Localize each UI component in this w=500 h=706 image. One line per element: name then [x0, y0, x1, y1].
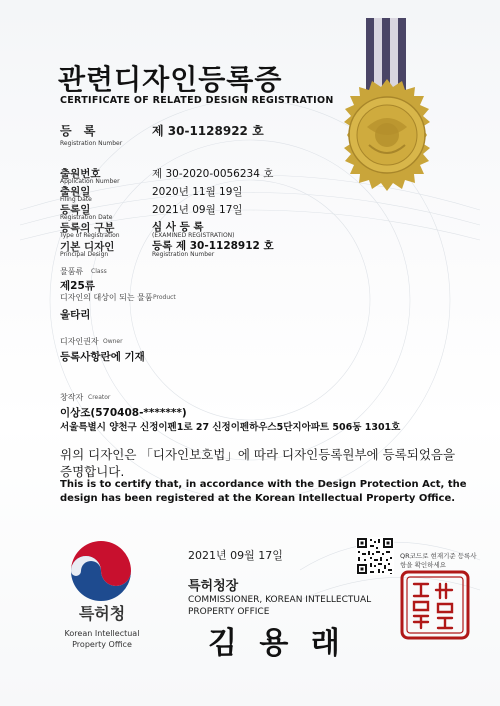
registration-label: 등 록 — [60, 124, 100, 138]
class-value: 제25류 — [60, 280, 95, 292]
type-value: 심 사 등 록 — [152, 221, 204, 233]
official-seal-stamp — [400, 570, 470, 640]
product-label-en: Product — [153, 294, 176, 301]
type-label-en: Type of Registration — [60, 232, 120, 239]
principal-value: 등록 제 30-1128912 호 — [152, 240, 274, 252]
commissioner-title-kr: 특허청장 — [188, 579, 239, 594]
registration-date-label-en: Registration Date — [60, 214, 113, 221]
gold-seal-icon — [330, 78, 444, 192]
signature: 김 용 래 — [208, 626, 346, 661]
certificate-title-en: CERTIFICATE OF RELATED DESIGN REGISTRATION — [60, 95, 334, 106]
class-label: 물품류 — [60, 267, 84, 276]
issue-date: 2021년 09월 17일 — [188, 549, 283, 562]
class-label-en: Class — [91, 268, 107, 275]
application-no-label: 출원번호 — [60, 168, 101, 180]
owner-label: 디자인권자 — [60, 337, 99, 346]
creator-address: 서울특별시 양천구 신정이펜1로 27 신정이펜하우스5단지아파트 506동 1301호 — [60, 422, 401, 433]
principal-value-en: Registration Number — [152, 251, 215, 258]
registration-number: 제 30-1128922 호 — [152, 124, 264, 138]
certification-text-kr: 위의 디자인은 「디자인보호법」에 따라 디자인등록원부에 등록되었음을 증명합니다. — [60, 447, 456, 479]
owner-value: 등록사항란에 기재 — [60, 351, 145, 363]
type-value-en: (EXAMINED REGISTRATION) — [152, 232, 235, 239]
owner-label-en: Owner — [103, 338, 123, 345]
kipo-logo-icon — [70, 540, 132, 602]
principal-label-en: Principal Design — [60, 251, 109, 258]
creator-value: 이상조(570408-*******) — [60, 407, 187, 419]
creator-label-en: Creator — [88, 394, 111, 401]
application-no-value: 제 30-2020-0056234 호 — [152, 168, 274, 180]
registration-date-label: 등록일 — [60, 204, 91, 216]
registration-label-en: Registration Number — [60, 140, 123, 147]
product-value: 울타리 — [60, 309, 91, 321]
certification-text-en: This is to certify that, in accordance with the Design Protection Act, the design has been registered at the Korean Intellectual Property Office. — [60, 479, 467, 504]
product-label: 디자인의 대상이 되는 물품 — [60, 293, 153, 302]
filing-date-label: 출원일 — [60, 186, 91, 198]
registration-date-value: 2021년 09월 17일 — [152, 204, 243, 216]
commissioner-title-en: COMMISSIONER, KOREAN INTELLECTUAL PROPERTY OFFICE — [188, 595, 372, 617]
certificate-title: 관련디자인등록증 — [58, 63, 283, 96]
principal-label: 기본 디자인 — [60, 241, 115, 253]
qr-code-icon[interactable] — [356, 537, 394, 575]
kipo-name-en: Korean Intellectual Property Office — [64, 629, 140, 649]
type-label: 등록의 구분 — [60, 222, 115, 234]
filing-date-label-en: Filing Date — [60, 196, 92, 203]
qr-instruction: QR코드로 현재기준 등록사항을 확인하세요 — [400, 552, 477, 569]
filing-date-value: 2020년 11월 19일 — [152, 186, 243, 198]
creator-label: 창작자 — [60, 393, 84, 402]
application-no-label-en: Application Number — [60, 178, 120, 185]
kipo-name-kr: 특허청 — [78, 604, 126, 623]
